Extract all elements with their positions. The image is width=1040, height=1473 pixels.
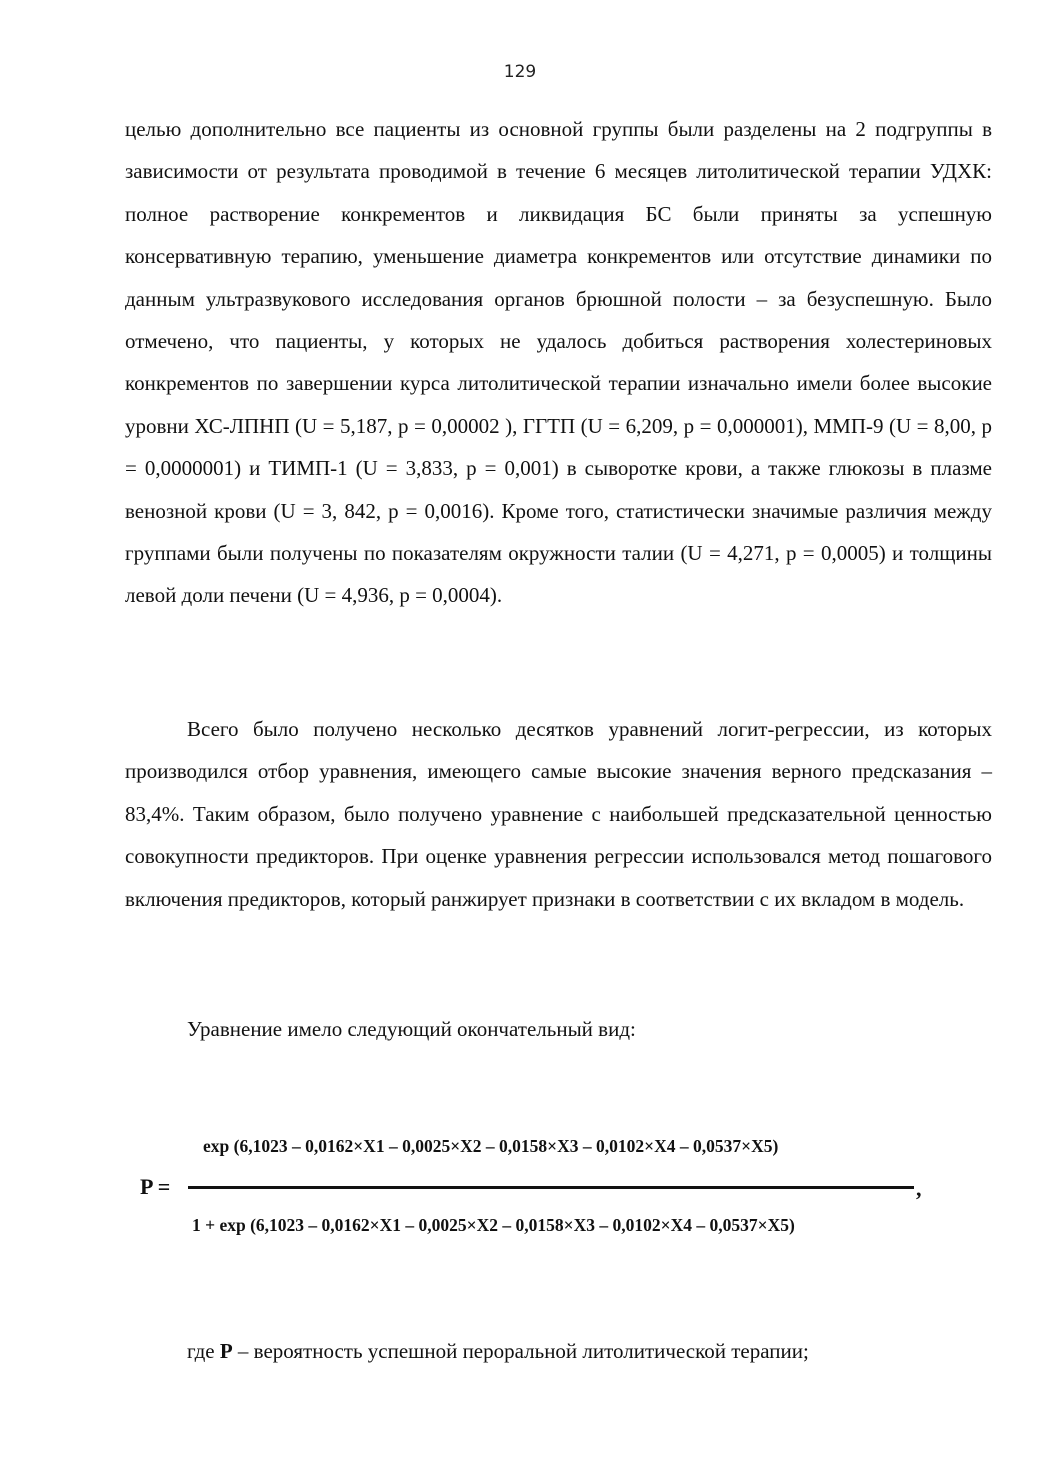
paragraph-results: целью дополнительно все пациенты из основной группы были разделены на 2 подгруппы в зависимости от результата проводимой в течение 6 месяцев литолитической терапии УДХК: полное растворение конкрементов и ликвидация БС были приняты за успешную консервативную терапию, уменьшение диаметра конкрементов или отсутствие динамики по данным ультразвукового исследования органов брюшной полости – за безуспешную. Было отмечено, что пациенты, у которых не удалось добиться растворения холестериновых конкрементов по завершении курса литолитической терапии изначально имели более высокие уровни ХС-ЛПНП (U = 5,187, p = 0,00002 ), ГГТП (U = 6,209, p = 0,000001), ММП-9 (U = 8,00, p = 0,0000001) и ТИМП-1 (U = 3,833, p = 0,001) в сыворотке крови, а также глюкозы в плазме венозной крови (U = 3, 842, p = 0,0016). Кроме того, статистически значимые различия между группами были получены по показателям окружности талии (U = 4,271, p = 0,0005) и толщины левой доли печени (U = 4,936, p = 0,0004). bbox=[125, 117, 992, 608]
definition-symbol: P bbox=[219, 1339, 233, 1363]
fraction-bar bbox=[188, 1186, 914, 1189]
definition-prefix: где bbox=[187, 1339, 220, 1363]
definition-text: – вероятность успешной пероральной литолитической терапии; bbox=[232, 1339, 809, 1363]
page-number: 129 bbox=[503, 62, 537, 82]
formula-denominator: 1 + exp (6,1023 – 0,0162×X1 – 0,0025×X2 – 0,0158×X3 – 0,0102×X4 – 0,0537×X5) bbox=[192, 1215, 795, 1235]
formula-trailing-comma: , bbox=[916, 1176, 922, 1201]
formula-numerator: exp (6,1023 – 0,0162×X1 – 0,0025×X2 – 0,0158×X3 – 0,0102×X4 – 0,0537×X5) bbox=[203, 1136, 779, 1156]
paragraph-regression: Всего было получено несколько десятков уравнений логит-регрессии, из которых производился отбор уравнения, имеющего самые высокие значения верного предсказания – 83,4%. Таким образом, было получено уравнение с наибольшей предсказательной ценностью совокупности предикторов. При оценке уравнения регрессии использовался метод пошагового включения предикторов, который ранжирует признаки в соответствии с их вкладом в модель. bbox=[125, 717, 992, 911]
logit-formula bbox=[140, 1130, 940, 1250]
definition-line bbox=[187, 1330, 809, 1372]
paragraph-equation-intro: Уравнение имело следующий окончательный вид: bbox=[187, 1017, 636, 1041]
formula-lhs: P = bbox=[140, 1174, 171, 1199]
